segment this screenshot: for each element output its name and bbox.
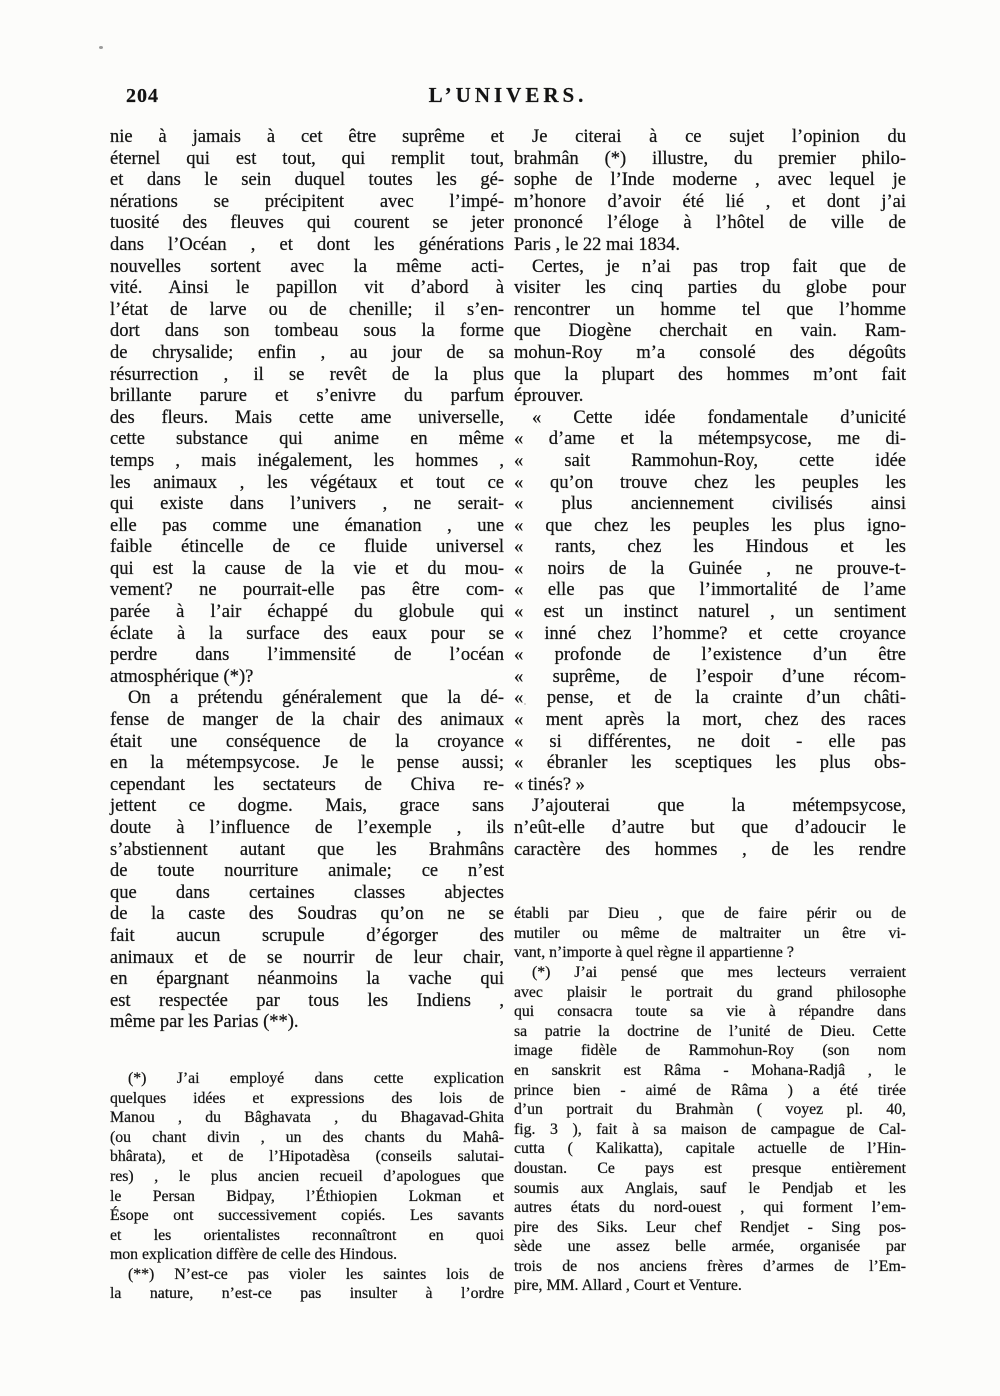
footnote-line: autres états du nord-ouest , qui forment l’em- [514,1199,906,1217]
text-line: dort dans son tombeau sous la forme [110,321,504,342]
text-line: dans l’Océan , et dont les générations [110,234,504,255]
right-column-body [514,127,906,861]
text-line: « elle pas que l’immortalité de l’ame [514,580,906,601]
text-line: qui existe dans l’univers , ne serait- [110,494,504,515]
footnote-line: vant, n’importe à quel règne il appartienne ? [514,944,794,962]
footnote-line: fig. 3 ), fait à sa maison de campague de Cal- [514,1120,906,1138]
footnote-line: soumis aux Anglais, sauf le Pendjab et les [514,1179,906,1197]
text-line: « pense, et de la crainte d’un châti- [514,688,906,709]
text-line: fait aucun scrupule d’égorger des [110,925,504,946]
text-line: caractère des hommes , de les rendre [514,839,906,860]
text-line: « d’ame et la métempsycose, me di- [514,429,906,450]
footnote-line: (*) J’ai employé dans cette explication [128,1069,504,1087]
text-line: n’eût-elle d’autre but que d’adoucir le [514,818,906,838]
text-line: J’ajouterai que la métempsycose, [532,796,906,817]
text-line: animaux et de se nourrir de leur chair, [110,947,504,968]
footnote-line: en sanskrit est Râma - Mohana-Radjâ , le [514,1061,906,1079]
footnote-line: sa patrie la doctrine de l’unité de Dieu. Cette [514,1022,906,1040]
text-line: résurrection , il se revêt de la plus [110,364,504,385]
text-line: même par les Parias (**). [110,1012,299,1033]
text-line: l’état de larve ou de chenille; il s’en- [110,299,504,320]
footnote-line: établi par Dieu , que de faire périr ou de [514,905,906,923]
footnote-line: image fidèle de Rammohun-Roy (son nom [514,1042,906,1060]
footnote-line: qui consacra toute sa vie à répandre dans [514,1003,906,1021]
text-line: que dans certaines classes abjectes [110,882,504,903]
text-line: m’honore d’avoir été lié , et dont j’ai [514,191,906,212]
footnote-line: mutiler ou même de maltraiter un être vi- [514,924,906,942]
right-column [514,127,906,1304]
text-line: « tinés? » [514,774,585,795]
text-line: cette substance qui anime en même [110,429,504,450]
text-line: que Diogène cherchait en vain. Ram- [514,321,906,342]
right-column-footnotes [514,904,906,1296]
text-line: et dans le sein duquel toutes les gé- [110,170,504,191]
text-line: « sait Rammohun-Roy, cette idée [514,450,906,471]
footnote-line: Ésope ont successivement copiés. Les savants [110,1207,504,1225]
footnote-line: d’un portrait du Brahmàn ( voyez pl. 40, [514,1101,906,1119]
footnote-line: pire, MM. Allard , Court et Venture. [514,1277,742,1295]
text-line: « noirs de la Guinée , ne prouve-t- [514,558,906,579]
text-line: qui est la cause de la vie et du mou- [110,558,504,579]
text-line: nie à jamais à cet être suprême et [110,127,504,147]
text-line: « Cette idée fondamentale d’unicité [532,407,906,428]
text-line: Je citerai à ce sujet l’opinion du [532,127,906,147]
text-line: « profonde de l’existence d’un être [514,645,906,666]
text-line: sophe de l’Inde moderne , avec lequel je [514,170,906,191]
left-column-footnotes [110,1069,504,1304]
footnote-line: res) , le plus ancien recueil d’apologues que [110,1167,504,1185]
text-line: en la métempsycose. Je le pense aussi; [110,753,504,774]
footnote-line: trois de nos anciens frères d’armes de l’Em- [514,1257,906,1275]
footnote-line: bhârata), et de l’Hipotadèsa (conseils salutai- [110,1148,504,1166]
text-line: « est un instinct naturel , un sentiment [514,602,906,623]
text-line: de chrysalide; enfin , au jour de sa [110,342,504,363]
text-line: brillante parure et s’enivre du parfum [110,386,504,407]
footnote-line: quelques idées et expressions des lois de [110,1089,504,1107]
text-line: « ébranler les sceptiques les plus obs- [514,753,906,774]
text-line: tuosité des fleuves qui courent se jeter [110,213,504,234]
text-line: rencontrer un homme tel que l’homme [514,299,906,320]
footnote-line: avec plaisir le portrait du grand philosophe [514,983,906,1001]
footnote-line: et les orientalistes reconnaîtront en quoi [110,1226,504,1244]
text-line: nérations se précipitent avec l’impé- [110,191,504,212]
text-line: « suprême, de l’espoir d’une récom- [514,666,906,687]
text-line: en épargnant néanmoins la vache qui [110,969,504,990]
text-line: atmosphérique (*)? [110,666,254,687]
text-line: s’abstiennent autant que les Brahmâns [110,839,504,860]
text-line: elle pas comme une émanation , une [110,515,504,536]
footnote-line: sède une assez belle armée, organisée par [514,1238,906,1256]
footnote-line: (*) J’ai pensé que mes lecteurs verraient [532,963,906,981]
text-line: éternel qui est tout, qui remplit tout, [110,148,504,169]
text-line: éprouver. [514,386,584,407]
left-column [110,127,504,1304]
text-line: prononcé l’éloge à l’hôtel de ville de [514,213,906,234]
text-line: « inné chez l’homme? et cette croyance [514,623,906,644]
text-line: « plus anciennement civilisés ainsi [514,494,906,515]
text-line: cependant les sectateurs de Chiva re- [110,774,504,795]
text-line: que la plupart des hommes m’ont fait [514,364,906,385]
footnote-line: doustan. Ce pays est presque entièrement [514,1159,906,1177]
footnote-line: Manou , du Bâghavata , du Bhagavad-Ghita [110,1109,504,1127]
footnote-line: mon explication diffère de celle des Hindous. [110,1246,398,1264]
text-line: « qu’on trouve chez les peuples les [514,472,906,493]
text-line: nouvelles sortent avec la même acti- [110,256,504,277]
text-line: éclate à la surface des eaux pour se [110,623,504,644]
footnote-line: prince bien - aimé de Râma ) a été tirée [514,1081,906,1099]
text-line: perdre dans l’immensité de l’océan [110,645,504,666]
text-line: vement? ne pourrait-elle pas être com- [110,580,504,601]
text-line: brahmân (*) illustre, du premier philo- [514,148,906,169]
text-line: de toute nourriture animale; ce n’est [110,861,504,882]
scan-speck [99,46,103,49]
footnote-line: cutta ( Kalikatta), capitale actuelle de l’Hin- [514,1140,906,1158]
text-line: Paris , le 22 mai 1834. [514,234,680,255]
text-line: « ment après la mort, chez des races [514,710,906,731]
text-line: parée à l’air échappé du globule qui [110,602,504,623]
footnote-line: pire des Siks. Leur chef Rendjet - Sing pos- [514,1218,906,1236]
text-line: est respectée par tous les Indiens , [110,990,504,1011]
text-line: doute à l’influence de l’exemple , ils [110,818,504,838]
page-number: 204 [126,85,159,107]
text-line: visiter les cinq parties du globe pour [514,278,906,299]
text-line: mohun-Roy m’a consolé des dégoûts [514,342,906,363]
text-line: jettent ce dogme. Mais, grace sans [110,796,504,817]
text-line: temps , mais inégalement, les hommes , [110,450,504,471]
footnote-line: le Persan Bidpay, l’Éthiopien Lokman et [110,1187,504,1205]
footnote-line: (ou chant divin , un des chants du Mahâ- [110,1128,504,1146]
text-columns [110,127,906,1304]
text-line: les animaux , les végétaux et tout ce [110,472,504,493]
text-line: de la caste des Soudras qu’on ne se [110,904,504,925]
text-line: fense de manger de la chair des animaux [110,710,504,731]
footnote-line: (**) N’est-ce pas violer les saintes lois de [128,1265,504,1283]
running-title: L’UNIVERS. [428,83,588,107]
text-line: vité. Ainsi le papillon vit d’abord à [110,278,504,299]
text-line: On a prétendu généralement que la dé- [128,688,504,709]
text-line: était une conséquence de la croyance [110,731,504,752]
text-line: « que chez les peuples les plus igno- [514,515,906,536]
footnote-line: la nature, n’est-ce pas insulter à l’ordre [110,1285,504,1303]
text-line: « si différentes, ne doit - elle pas [514,731,906,752]
text-line: faible étincelle de ce fluide universel [110,537,504,558]
text-line: Certes, je n’ai pas trop fait que de [532,256,906,277]
text-line: « rants, chez les Hindous et les [514,537,906,558]
left-column-body [110,127,504,1034]
text-line: des fleurs. Mais cette ame universelle, [110,407,504,428]
